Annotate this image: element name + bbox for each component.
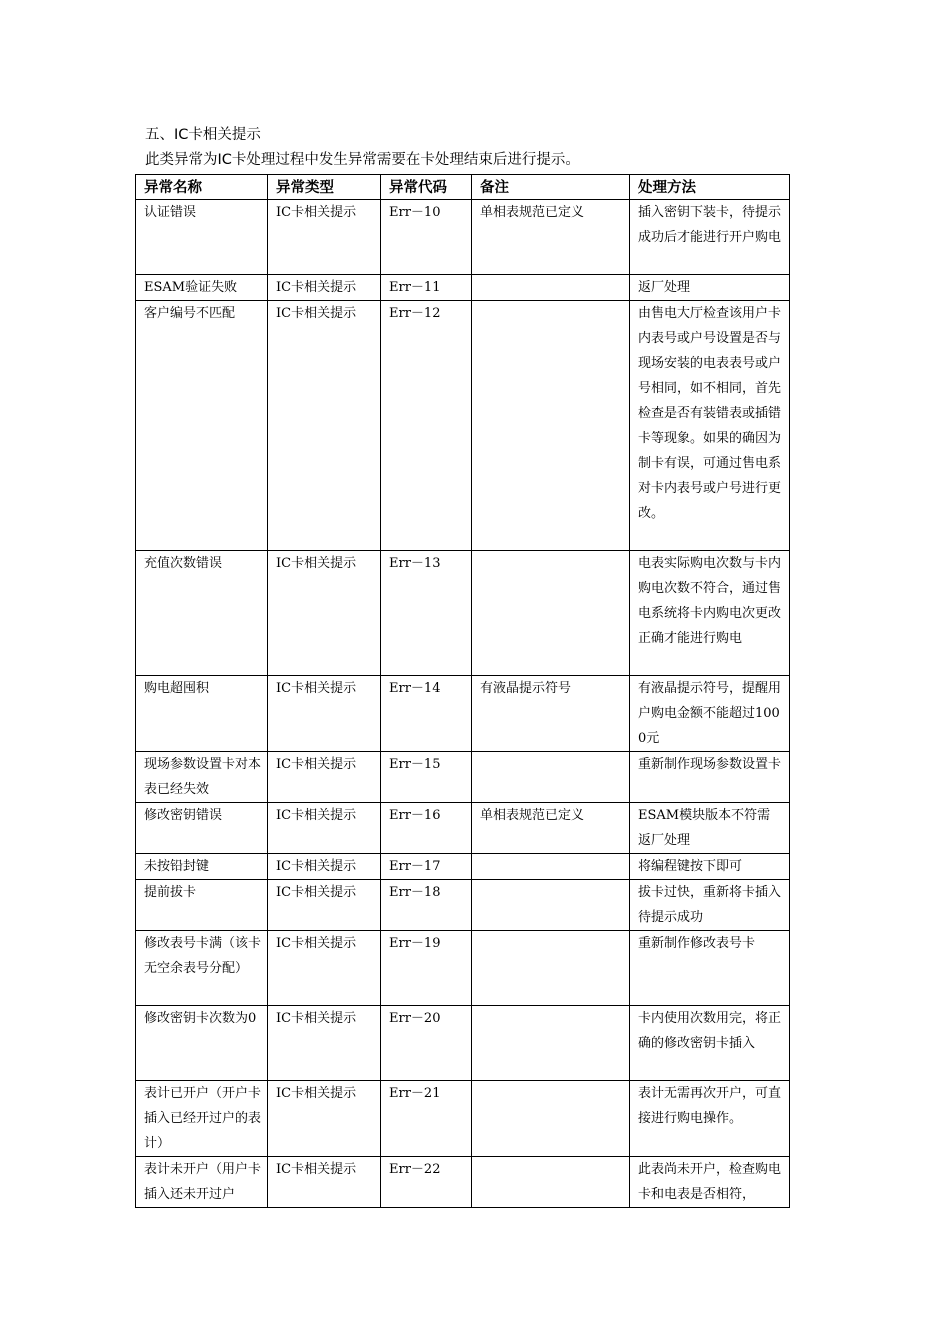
cell-name: 表计已开户（开户卡插入已经开过户的表计） <box>136 1081 268 1157</box>
column-header-method: 处理方法 <box>630 175 790 200</box>
cell-type: IC卡相关提示 <box>268 275 381 301</box>
cell-name: 修改密钥卡次数为0 <box>136 1006 268 1081</box>
cell-code: Err－14 <box>381 676 472 752</box>
cell-method: 表计无需再次开户，可直接进行购电操作。 <box>630 1081 790 1157</box>
cell-note <box>472 301 630 551</box>
column-header-note: 备注 <box>472 175 630 200</box>
table-row <box>136 200 790 275</box>
cell-name: 购电超囤积 <box>136 676 268 752</box>
column-header-type: 异常类型 <box>268 175 381 200</box>
cell-method: 返厂处理 <box>630 275 790 301</box>
table-row <box>136 880 790 931</box>
table-row <box>136 1157 790 1208</box>
cell-type: IC卡相关提示 <box>268 1081 381 1157</box>
cell-name: 未按铅封键 <box>136 854 268 880</box>
table-row <box>136 931 790 1006</box>
cell-code: Err－19 <box>381 931 472 1006</box>
cell-method: 重新制作现场参数设置卡 <box>630 752 790 803</box>
cell-code: Err－16 <box>381 803 472 854</box>
cell-code: Err－13 <box>381 551 472 676</box>
cell-note <box>472 1081 630 1157</box>
cell-name: 客户编号不匹配 <box>136 301 268 551</box>
cell-type: IC卡相关提示 <box>268 803 381 854</box>
cell-code: Err－17 <box>381 854 472 880</box>
cell-type: IC卡相关提示 <box>268 752 381 803</box>
cell-note <box>472 1157 630 1208</box>
cell-note <box>472 1006 630 1081</box>
cell-name: 现场参数设置卡对本表已经失效 <box>136 752 268 803</box>
cell-note <box>472 275 630 301</box>
cell-type: IC卡相关提示 <box>268 200 381 275</box>
error-table <box>135 174 790 1208</box>
cell-method: 此表尚未开户，检查购电卡和电表是否相符， <box>630 1157 790 1208</box>
cell-code: Err－21 <box>381 1081 472 1157</box>
cell-method: 拔卡过快，重新将卡插入待提示成功 <box>630 880 790 931</box>
cell-code: Err－18 <box>381 880 472 931</box>
cell-note: 单相表规范已定义 <box>472 803 630 854</box>
cell-method: 将编程键按下即可 <box>630 854 790 880</box>
cell-note: 单相表规范已定义 <box>472 200 630 275</box>
cell-note: 有液晶提示符号 <box>472 676 630 752</box>
cell-note <box>472 854 630 880</box>
cell-name: 认证错误 <box>136 200 268 275</box>
cell-type: IC卡相关提示 <box>268 931 381 1006</box>
cell-method: 由售电大厅检查该用户卡内表号或户号设置是否与现场安装的电表表号或户号相同，如不相同，首先检查是否有装错表或插错卡等现象。如果的确因为制卡有误，可通过售电系对卡内表号或户号进行更改。 <box>630 301 790 551</box>
cell-code: Err－22 <box>381 1157 472 1208</box>
table-row <box>136 551 790 676</box>
section-heading: 五、IC卡相关提示 <box>145 127 261 143</box>
cell-type: IC卡相关提示 <box>268 880 381 931</box>
cell-note <box>472 880 630 931</box>
cell-code: Err－15 <box>381 752 472 803</box>
cell-name: 修改密钥错误 <box>136 803 268 854</box>
cell-method: 有液晶提示符号，提醒用户购电金额不能超过1000元 <box>630 676 790 752</box>
cell-type: IC卡相关提示 <box>268 676 381 752</box>
cell-type: IC卡相关提示 <box>268 1157 381 1208</box>
cell-name: 充值次数错误 <box>136 551 268 676</box>
cell-name: 修改表号卡满（该卡无空余表号分配） <box>136 931 268 1006</box>
cell-code: Err－12 <box>381 301 472 551</box>
cell-note <box>472 551 630 676</box>
column-header-code: 异常代码 <box>381 175 472 200</box>
table-row <box>136 1006 790 1081</box>
cell-method: 插入密钥下装卡，待提示成功后才能进行开户购电 <box>630 200 790 275</box>
cell-type: IC卡相关提示 <box>268 854 381 880</box>
section-intro: 此类异常为IC卡处理过程中发生异常需要在卡处理结束后进行提示。 <box>145 152 580 168</box>
cell-note <box>472 931 630 1006</box>
table-row <box>136 854 790 880</box>
cell-method: 卡内使用次数用完，将正确的修改密钥卡插入 <box>630 1006 790 1081</box>
cell-code: Err－11 <box>381 275 472 301</box>
cell-name: ESAM验证失败 <box>136 275 268 301</box>
cell-method: 电表实际购电次数与卡内购电次数不符合，通过售电系统将卡内购电次更改正确才能进行购电 <box>630 551 790 676</box>
table-row <box>136 752 790 803</box>
cell-note <box>472 752 630 803</box>
table-header-row <box>136 175 790 200</box>
cell-method: ESAM模块版本不符需返厂处理 <box>630 803 790 854</box>
table-row <box>136 1081 790 1157</box>
cell-type: IC卡相关提示 <box>268 551 381 676</box>
cell-code: Err－20 <box>381 1006 472 1081</box>
cell-name: 表计未开户（用户卡插入还未开过户 <box>136 1157 268 1208</box>
cell-method: 重新制作修改表号卡 <box>630 931 790 1006</box>
table-row <box>136 301 790 551</box>
cell-name: 提前拔卡 <box>136 880 268 931</box>
table-row <box>136 803 790 854</box>
table-row <box>136 275 790 301</box>
cell-code: Err－10 <box>381 200 472 275</box>
cell-type: IC卡相关提示 <box>268 301 381 551</box>
cell-type: IC卡相关提示 <box>268 1006 381 1081</box>
table-row <box>136 676 790 752</box>
column-header-name: 异常名称 <box>136 175 268 200</box>
